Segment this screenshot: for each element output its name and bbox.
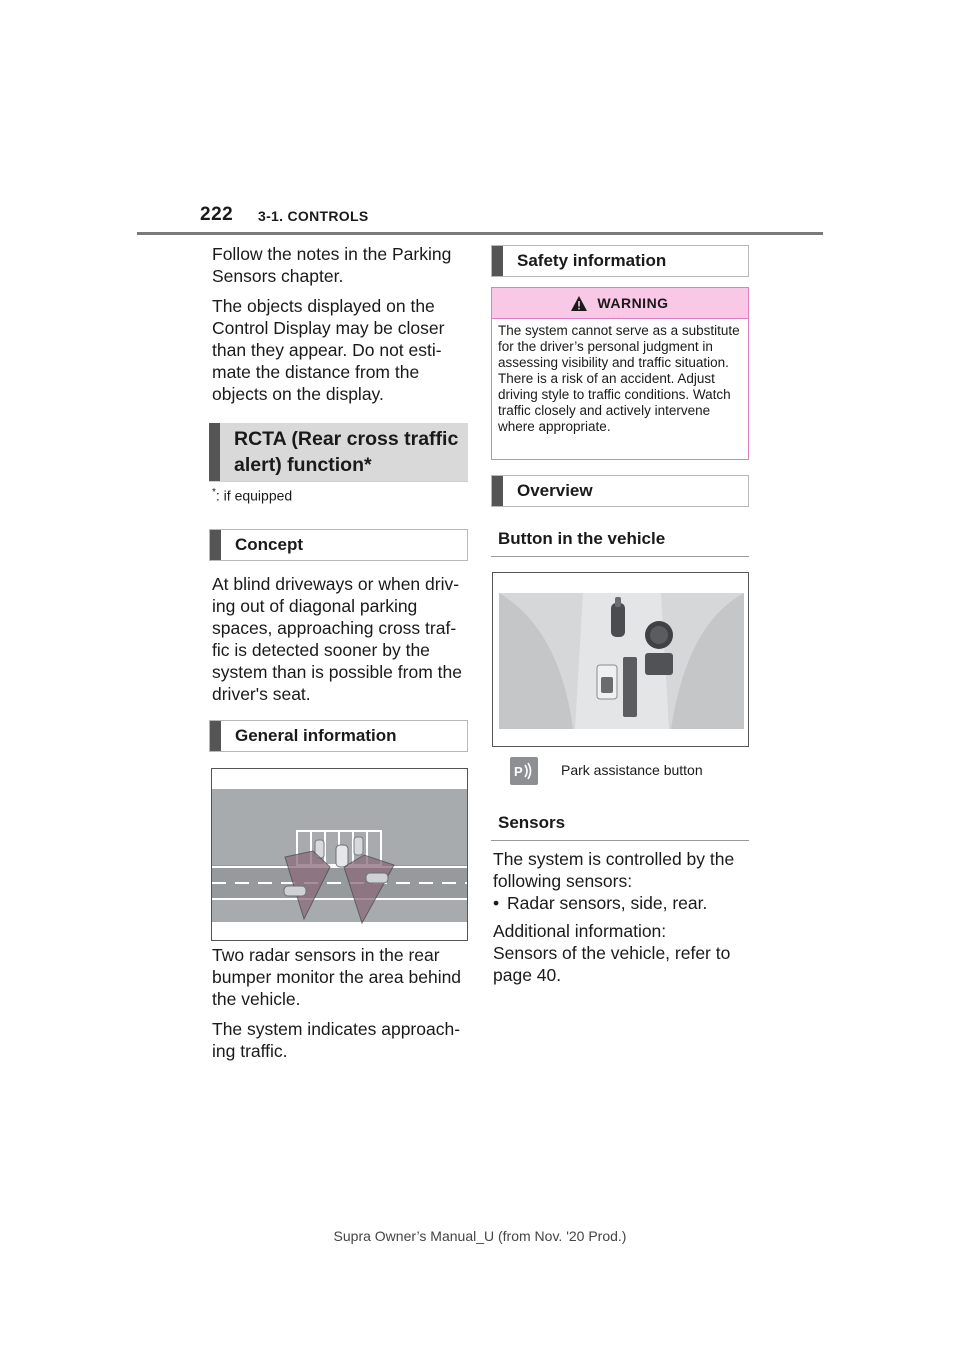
warning-header <box>492 288 748 319</box>
warning-triangle-icon <box>571 296 587 311</box>
paragraph-radar-sensors: Two radar sensors in the rear bumper monitor the area behind the vehicle. <box>212 945 462 1009</box>
overview-heading <box>491 475 749 507</box>
paragraph-sensors: The system is controlled by the following sensors: <box>493 849 735 891</box>
header-rule <box>137 232 823 235</box>
section-title: 3-1. CONTROLS <box>258 208 369 224</box>
rcta-heading <box>209 423 468 482</box>
general-info-heading-text: General information <box>235 726 397 745</box>
rcta-diagram <box>212 769 468 941</box>
sensors-bullet: • Radar sensors, side, rear. <box>493 893 708 913</box>
park-assist-caption: Park assistance button <box>561 762 703 778</box>
center-console-image <box>492 572 749 747</box>
warning-box <box>491 287 749 460</box>
paragraph-display-warning: The objects displayed on the Control Display may be closer than they appear. Do not esti-mate the distance from the objects on the display. <box>212 296 445 404</box>
svg-text:P: P <box>514 764 523 779</box>
additional-info-text: Sensors of the vehicle, refer to page 40. <box>493 943 731 985</box>
park-assist-icon <box>510 757 538 785</box>
paragraph-concept: At blind driveways or when driv-ing out of diagonal parking spaces, approaching cross traf-fic is detected sooner by the system than is possible from the driver's seat. <box>212 574 462 704</box>
safety-info-heading-text: Safety information <box>517 251 667 270</box>
page-number: 222 <box>200 204 234 225</box>
console-illustration <box>493 573 749 747</box>
sensors-heading: Sensors <box>491 813 749 841</box>
footnote-mark: * <box>212 487 216 498</box>
warning-text: The system cannot serve as a substitute for the driver’s personal judgment in assessing visibility and traffic situation. There is a risk of an accident. Adjust driving style to traffic conditions. Watch traffic closely and actively intervene where appropriate. <box>498 323 740 434</box>
overview-heading-text: Overview <box>517 481 593 500</box>
rcta-illustration <box>211 768 468 941</box>
paragraph-parking-notes: Follow the notes in the Parking Sensors chapter. <box>212 244 452 286</box>
concept-heading <box>209 529 468 561</box>
additional-info-label: Additional information: <box>493 921 667 941</box>
sensors-bullet-text: Radar sensors, side, rear. <box>507 893 708 913</box>
paragraph-approaching-traffic: The system indicates approach-ing traffic. <box>212 1019 461 1061</box>
general-info-heading <box>209 720 468 752</box>
button-in-vehicle-heading: Button in the vehicle <box>491 529 749 557</box>
footnote <box>212 487 292 504</box>
safety-info-heading <box>491 245 749 277</box>
rcta-heading-text: RCTA (Rear cross traffic alert) function* <box>234 428 459 476</box>
footnote-text: : if equipped <box>215 487 293 504</box>
concept-heading-text: Concept <box>235 535 303 554</box>
warning-title: WARNING <box>597 295 669 311</box>
footer-text: Supra Owner’s Manual_U (from Nov. '20 Prod.) <box>333 1228 627 1244</box>
